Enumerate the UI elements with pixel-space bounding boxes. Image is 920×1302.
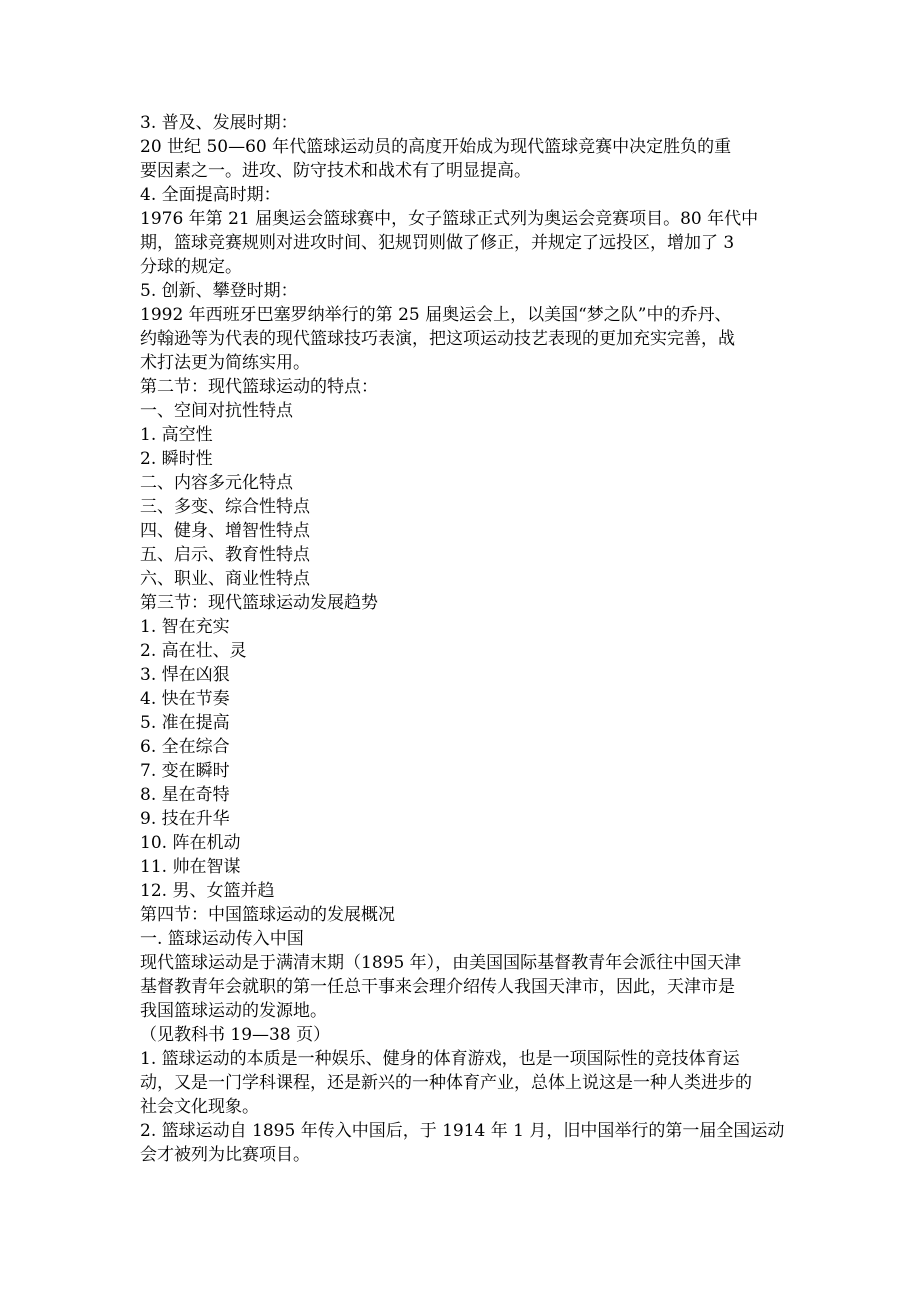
reference-note: （见教科书 19—38 页） xyxy=(140,1025,331,1045)
list-item: 二、内容多元化特点 xyxy=(140,473,293,493)
list-item: 11. 帅在智谋 xyxy=(140,857,241,877)
list-item: 7. 变在瞬时 xyxy=(140,761,230,781)
paragraph-line: 我国篮球运动的发源地。 xyxy=(140,1001,327,1021)
paragraph-line: 2. 篮球运动自 1895 年传入中国后，于 1914 年 1 月，旧中国举行的第一届全国运动 xyxy=(140,1121,785,1141)
section-heading: 一. 篮球运动传入中国 xyxy=(140,929,304,949)
list-item: 10. 阵在机动 xyxy=(140,833,241,853)
section-heading: 3. 普及、发展时期： xyxy=(140,113,298,133)
paragraph-line: 分球的规定。 xyxy=(140,257,242,277)
list-item: 2. 瞬时性 xyxy=(140,449,213,469)
list-item: 一、空间对抗性特点 xyxy=(140,401,293,421)
paragraph-line: 社会文化现象。 xyxy=(140,1097,259,1117)
paragraph-line: 1. 篮球运动的本质是一种娱乐、健身的体育游戏，也是一项国际性的竞技体育运 xyxy=(140,1049,740,1069)
chapter-heading: 第二节：现代篮球运动的特点： xyxy=(140,377,378,397)
list-item: 12. 男、女篮并趋 xyxy=(140,881,275,901)
chapter-heading: 第三节：现代篮球运动发展趋势 xyxy=(140,593,378,613)
paragraph-line: 期，篮球竞赛规则对进攻时间、犯规罚则做了修正，并规定了远投区，增加了 3 xyxy=(140,233,735,253)
document-body xyxy=(140,111,785,1167)
chapter-heading: 第四节：中国篮球运动的发展概况 xyxy=(140,905,395,925)
paragraph-line: 要因素之一。进攻、防守技术和战术有了明显提高。 xyxy=(140,161,531,181)
list-item: 4. 快在节奏 xyxy=(140,689,230,709)
section-heading: 4. 全面提高时期： xyxy=(140,185,281,205)
paragraph-line: 会才被列为比赛项目。 xyxy=(140,1145,310,1165)
list-item: 2. 高在壮、灵 xyxy=(140,641,247,661)
paragraph-line: 1992 年西班牙巴塞罗纳举行的第 25 届奥运会上，以美国“梦之队”中的乔丹、 xyxy=(140,305,732,325)
list-item: 1. 高空性 xyxy=(140,425,213,445)
paragraph-line: 现代篮球运动是于满清末期（1895 年），由美国国际基督教青年会派往中国天津 xyxy=(140,953,742,973)
paragraph-line: 20 世纪 50—60 年代篮球运动员的高度开始成为现代篮球竞赛中决定胜负的重 xyxy=(140,137,732,157)
list-item: 6. 全在综合 xyxy=(140,737,230,757)
list-item: 3. 悍在凶狠 xyxy=(140,665,230,685)
list-item: 三、多变、综合性特点 xyxy=(140,497,310,517)
list-item: 六、职业、商业性特点 xyxy=(140,569,310,589)
list-item: 四、健身、增智性特点 xyxy=(140,521,310,541)
list-item: 1. 智在充实 xyxy=(140,617,230,637)
list-item: 8. 星在奇特 xyxy=(140,785,230,805)
list-item: 5. 准在提高 xyxy=(140,713,230,733)
list-item: 五、启示、教育性特点 xyxy=(140,545,310,565)
paragraph-line: 1976 年第 21 届奥运会篮球赛中，女子篮球正式列为奥运会竞赛项目。80 年代中 xyxy=(140,209,759,229)
paragraph-line: 动，又是一门学科课程，还是新兴的一种体育产业，总体上说这是一种人类进步的 xyxy=(140,1073,752,1093)
list-item: 9. 技在升华 xyxy=(140,809,230,829)
paragraph-line: 基督教青年会就职的第一任总干事来会理介绍传人我国天津市，因此，天津市是 xyxy=(140,977,735,997)
paragraph-line: 术打法更为简练实用。 xyxy=(140,353,310,373)
section-heading: 5. 创新、攀登时期： xyxy=(140,281,298,301)
paragraph-line: 约翰逊等为代表的现代篮球技巧表演，把这项运动技艺表现的更加充实完善，战 xyxy=(140,329,735,349)
